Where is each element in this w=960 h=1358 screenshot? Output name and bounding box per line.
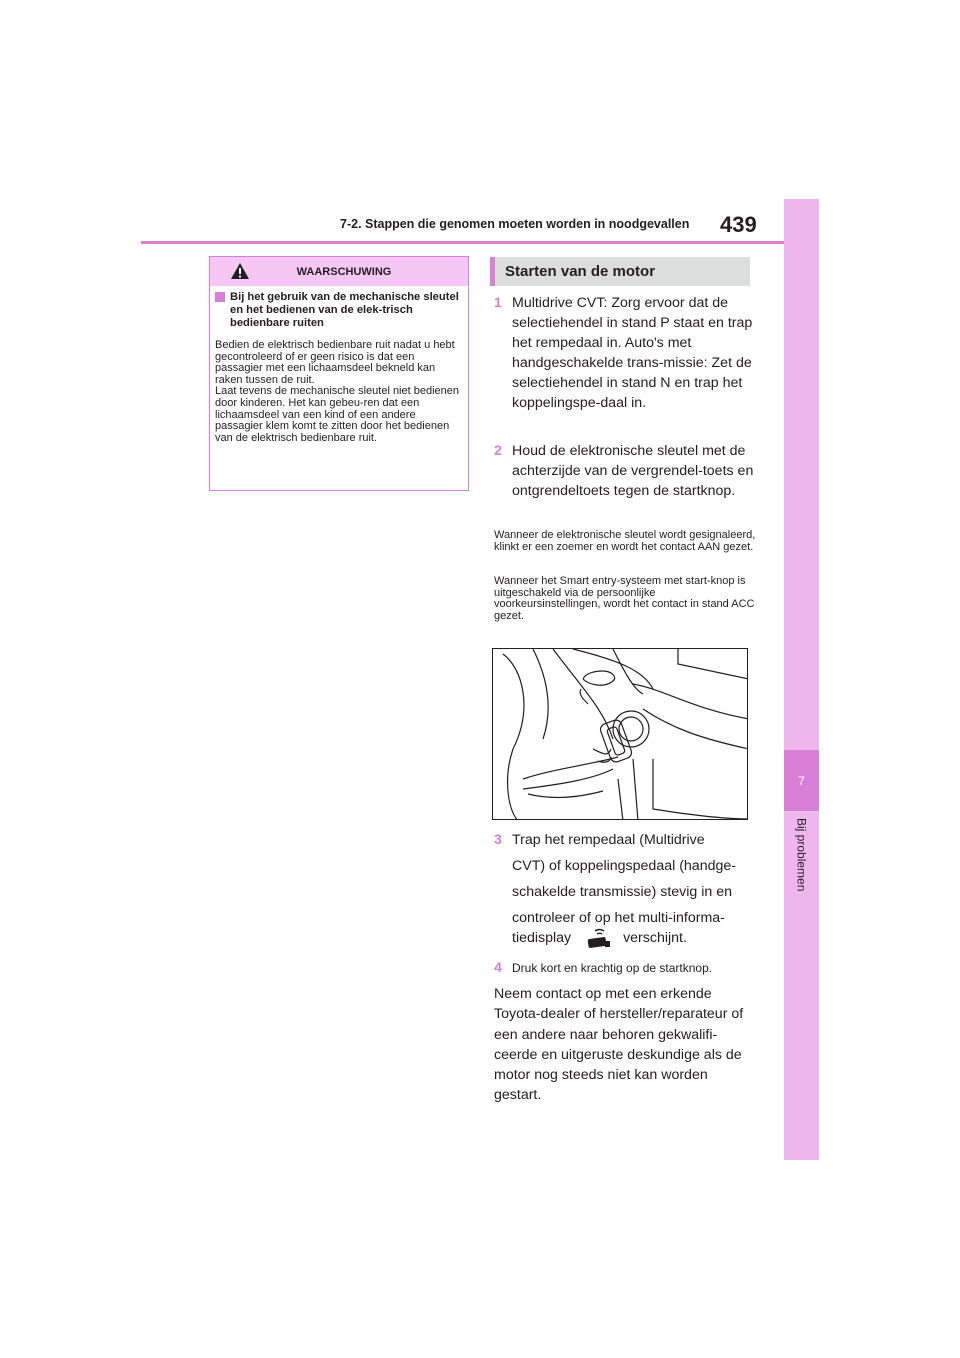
step-1 [494,293,756,413]
warning-subtitle-text: Bij het gebruik van de mechanische sleutel en het bedienen van de elek-trisch bedienbare ruiten [230,291,459,330]
note-1: Wanneer de elektronische sleutel wordt gesignaleerd, klinkt er een zoemer en wordt het contact AAN gezet. [494,529,756,553]
step-text: Trap het rempedaal (Multidrive [512,832,705,848]
note-2: Wanneer het Smart entry-systeem met start-knop is uitgeschakeld via de persoonlijke voorkeursinstellingen, wordt het contact in stand ACC gezet. [494,575,755,622]
warning-body [215,340,463,444]
key-signal-icon [581,927,613,949]
warning-body-paragraph-1: Bedien de elektrisch bedienbare ruit nadat u hebt gecontroleerd of er geen risico is dat een passagier met een lichaamsdeel bekneld kan raken tussen de ruit. [215,339,455,386]
warning-subtitle [215,291,463,331]
chapter-number: 7 [784,750,819,811]
step-3-line-4: controleer of op het multi-informa- [512,910,725,926]
start-button-illustration [492,648,748,820]
warning-heading: WAARSCHUWING [296,265,392,278]
page-number: 439 [720,212,757,237]
step-3-line-2: CVT) of koppelingspedaal (handge- [512,858,736,874]
hand-key-illustration [493,649,748,820]
step-3-line-1 [494,830,756,850]
step-text: Druk kort en krachtig op de startknop. [512,961,713,975]
step-3-line-5-end: verschijnt. [623,929,687,946]
step-number: 2 [494,443,502,459]
chapter-label: Bij problemen [794,818,809,892]
header-rule [141,241,784,244]
step-number: 4 [494,960,502,976]
warning-triangle-icon [230,262,250,280]
step-4 [494,958,756,978]
step-3-line-5 [512,927,687,949]
step-3-line-5-start: tiedisplay [512,929,572,946]
page-header-title: 7-2. Stappen die genomen moeten worden in noodgevallen [340,217,690,231]
bullet-square-icon [215,292,225,302]
step-number: 3 [494,832,502,848]
warning-body-paragraph-2: Laat tevens de mechanische sleutel niet bedienen door kinderen. Het kan gebeu-ren dat een lichaamsdeel van een kind of een andere passagier klem komt te zitten door het bedienen van de elektrisch bedienbare ruit. [215,385,460,444]
step-3-line-3: schakelde transmissie) stevig in en [512,884,733,900]
closing-paragraph: Neem contact op met een erkende Toyota-dealer of hersteller/reparateur of een andere naar behoren gekwalifi-ceerde en uitgeruste deskundige als de motor nog steeds niet kan worden gestart. [494,986,744,1104]
section-heading: Starten van de motor [490,257,750,286]
side-tab [784,199,819,1160]
warning-box [209,256,469,491]
step-2 [494,441,756,501]
step-text: Multidrive CVT: Zorg ervoor dat de selectiehendel in stand P staat en trap het rempedaal in. Auto's met handgeschakelde trans-missie: Zet de selectiehendel in stand N en trap het koppelingspe-daal in. [512,295,753,411]
step-text: Houd de elektronische sleutel met de achterzijde van de vergrendel-toets en ontgrendeltoets tegen de startknop. [512,443,754,499]
warning-header [210,257,468,286]
step-number: 1 [494,295,502,311]
